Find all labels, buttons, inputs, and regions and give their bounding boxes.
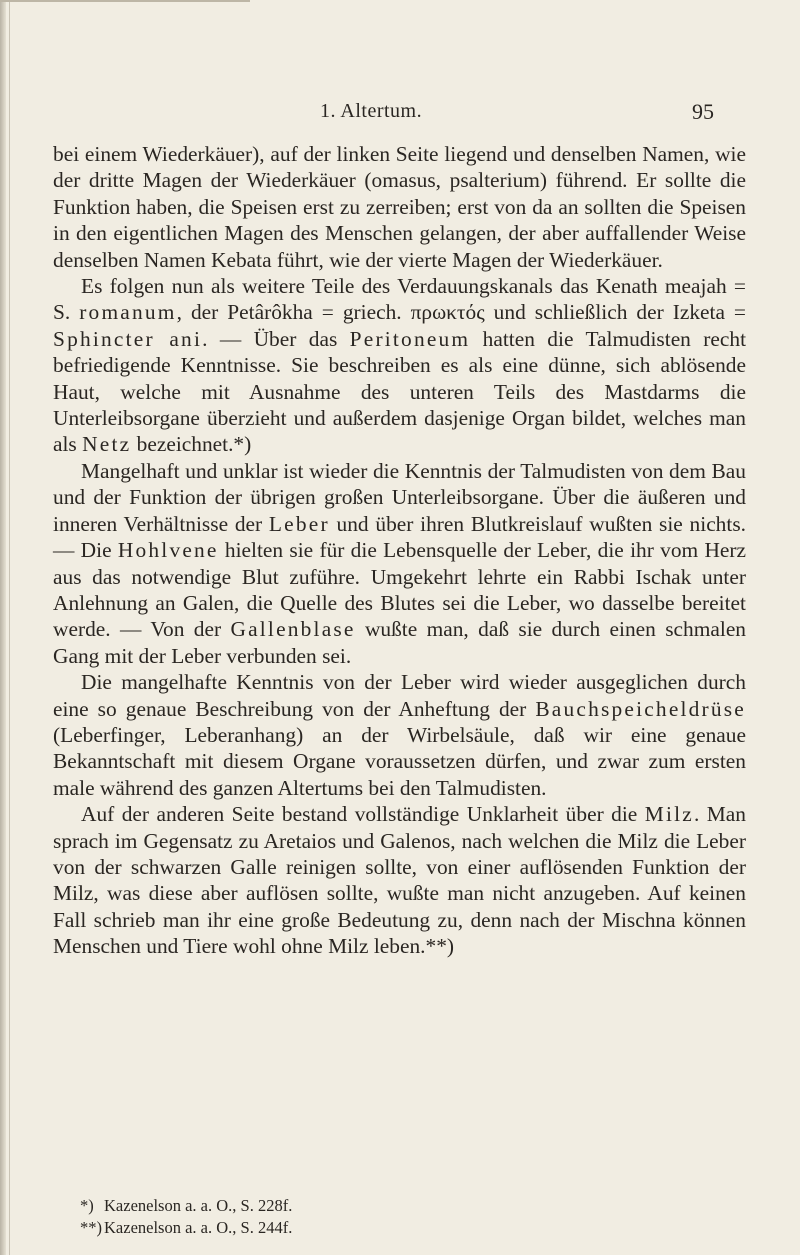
text-run: bezeichnet.*) — [131, 432, 252, 457]
paragraph — [53, 458, 746, 669]
paragraph — [53, 669, 746, 801]
text-run: (Leberfinger, Leberanhang) an der Wirbelsäule, daß wir eine genaue Bekanntschaft mit diesem Organe voraussetzen dürfen, und zwar zum ersten male während des ganzen Altertums bei den Talmudisten. — [53, 722, 746, 800]
page-edge-line — [9, 0, 10, 1255]
top-rule — [0, 0, 250, 2]
text-run: . — Über das — [202, 326, 350, 351]
text-run: und über ihren Blutkreislauf wußten sie nichts. — Die — [53, 511, 746, 563]
spaced-term: Gallenblase — [230, 617, 356, 642]
text-run: wußte man, daß sie durch einen schmalen Gang mit der Leber verbunden sei. — [53, 617, 747, 668]
spaced-term: romanum — [79, 300, 177, 325]
text-run: Es folgen nun als weitere Teile des Verdauungskanals das Kenath meajah = S. — [53, 274, 746, 325]
page-number: 95 — [692, 99, 714, 124]
spaced-term: Hohlvene — [117, 538, 219, 563]
spaced-term: Milz — [644, 802, 694, 827]
footnote — [80, 1195, 740, 1217]
footnotes — [80, 1195, 740, 1239]
paragraph — [53, 273, 746, 458]
text-run: hielten sie für die Lebensquelle der Leber, die ihr vom Herz aus das notwendige Blut zuführe. Umgekehrt lehrte ein Rabbi Ischak unter Anlehnung an Galen, die Quelle des Blutes sei die Leber, wo dasselbe bereitet werde. — Von der — [53, 538, 746, 642]
footnote-marker: **) — [80, 1218, 102, 1237]
text-run: , der Petârôkha = griech. πρωκτός und schließlich der Izketa = — [176, 300, 746, 325]
footnote — [80, 1217, 740, 1239]
text-run: bei einem Wiederkäuer), auf der linken Seite liegend und denselben Namen, wie der dritte Magen der Wiederkäuer (omasus, psalterium) führend. Er sollte die Funktion haben, die Speisen erst zu zerreiben; erst von da an sollten die Speisen in den eigentlichen Magen des Menschen gelangen, der aber auffallender Weise denselben Namen Kebata führt, wie der vierte Magen der Wiederkäuer. — [53, 142, 746, 272]
text-run: Mangelhaft und unklar ist wieder die Kenntnis der Talmudisten von dem Bau und der Funktion der übrigen großen Unterleibsorgane. Über die äußeren und inneren Verhältnisse der — [53, 458, 746, 536]
text-run: Die mangelhafte Kenntnis von der Leber wird wieder ausgeglichen durch eine so genaue Beschreibung von der Anheftung der — [53, 670, 746, 721]
footnote-text: Kazenelson a. a. O., S. 244f. — [104, 1218, 293, 1237]
text-run: Auf der anderen Seite bestand vollständige Unklarheit über die — [81, 802, 645, 827]
page-header — [0, 100, 800, 130]
body-text — [53, 141, 746, 960]
spaced-term: Netz — [82, 432, 132, 457]
footnote-text: Kazenelson a. a. O., S. 228f. — [104, 1196, 293, 1215]
spaced-term: Peritoneum — [349, 326, 471, 351]
spaced-term: Bauchspeicheldrüse — [535, 696, 746, 721]
spaced-term: Sphincter ani — [53, 326, 203, 351]
footnote-marker: *) — [80, 1196, 94, 1215]
running-head: 1. Altertum. — [320, 100, 423, 122]
spaced-term: Leber — [268, 511, 330, 536]
paragraph — [53, 801, 746, 959]
text-run: . Man sprach im Gegensatz zu Aretaios und Galenos, nach welchen die Milz die Leber von der schwarzen Galle reinigen sollte, von einer auflösenden Funktion der Milz, was diese aber auflösen sollte, wußte man nicht anzugeben. Auf keinen Fall schrieb man ihr eine große Bedeutung zu, denn nach der Mischna können Menschen und Tiere wohl ohne Milz leben.**) — [53, 802, 746, 959]
paragraph — [53, 141, 746, 273]
page-binding-edge — [0, 0, 6, 1255]
text-run: hatten die Talmudisten recht befriedigende Kenntnisse. Sie beschreiben es als eine dünne, sich ablösende Haut, welche mit Ausnahme des unteren Teils des Mastdarms die Unterleibsorgane überzieht und außerdem dasjenige Organ bildet, welches man als — [53, 326, 747, 457]
